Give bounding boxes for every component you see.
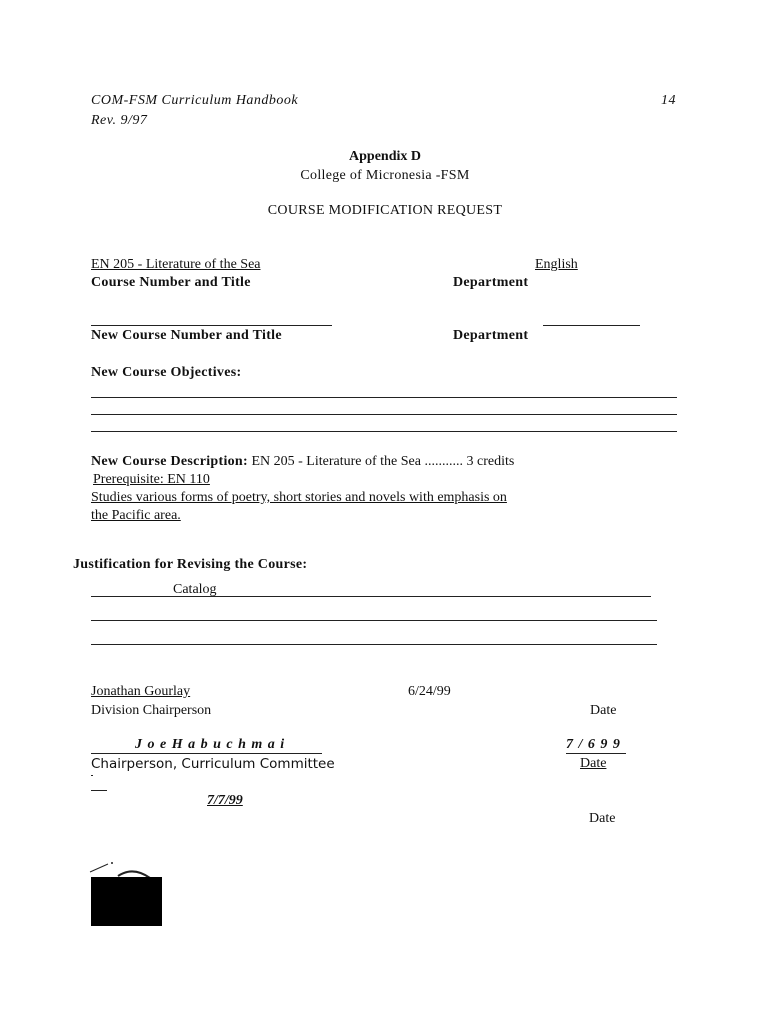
- third-date: 7/7/99: [207, 793, 243, 808]
- new-department-label: Department: [453, 328, 529, 343]
- committee-chair-date: 7 / 6 9 9: [566, 737, 621, 752]
- justification-value: Catalog: [173, 582, 217, 597]
- college-name: College of Micronesia -FSM: [300, 168, 470, 183]
- new-department-line: [543, 325, 640, 326]
- division-chair-date-label: Date: [590, 703, 617, 718]
- revision-label: Rev. 9/97: [91, 113, 148, 128]
- prerequisite: Prerequisite: EN 110: [93, 472, 210, 487]
- committee-chair-title: Chairperson, Curriculum Committee: [91, 756, 335, 772]
- current-course-value: EN 205 - Literature of the Sea: [91, 257, 261, 272]
- page-number: 14: [661, 93, 676, 108]
- justification-label: Justification for Revising the Course:: [73, 557, 308, 572]
- committee-date-label: Date: [580, 756, 607, 771]
- current-course-label: Course Number and Title: [91, 275, 251, 290]
- objectives-line-2: [91, 414, 677, 415]
- department-value: English: [535, 257, 578, 272]
- new-course-label: New Course Number and Title: [91, 328, 282, 343]
- seal-stamp: [88, 858, 168, 932]
- objectives-line-3: [91, 431, 677, 432]
- new-course-line: [91, 325, 332, 326]
- committee-signature-line: [91, 753, 322, 754]
- description-label: New Course Description:: [91, 454, 248, 469]
- handbook-title: COM-FSM Curriculum Handbook: [91, 93, 299, 108]
- division-chair-date: 6/24/99: [408, 684, 451, 699]
- justification-line-2: [91, 620, 657, 621]
- objectives-line-1: [91, 397, 677, 398]
- short-line: [91, 790, 107, 791]
- appendix-heading: Appendix D: [349, 149, 421, 164]
- division-chair-title: Division Chairperson: [91, 703, 212, 718]
- committee-date-line: [566, 753, 626, 754]
- objectives-label: New Course Objectives:: [91, 365, 242, 380]
- description-line-1: Studies various forms of poetry, short stories and novels with emphasis on: [91, 490, 507, 505]
- department-label: Department: [453, 275, 529, 290]
- stray-mark: [91, 775, 93, 776]
- justification-line-3: [91, 644, 657, 645]
- description-row: [91, 454, 514, 470]
- committee-chair-name: J o e H a b u c h m a i: [135, 737, 286, 752]
- description-value: EN 205 - Literature of the Sea ........... 3 credits: [251, 454, 515, 469]
- form-title: COURSE MODIFICATION REQUEST: [267, 203, 503, 218]
- third-date-label: Date: [589, 811, 616, 826]
- division-chair-name: Jonathan Gourlay: [91, 684, 191, 699]
- description-line-2: the Pacific area.: [91, 508, 181, 523]
